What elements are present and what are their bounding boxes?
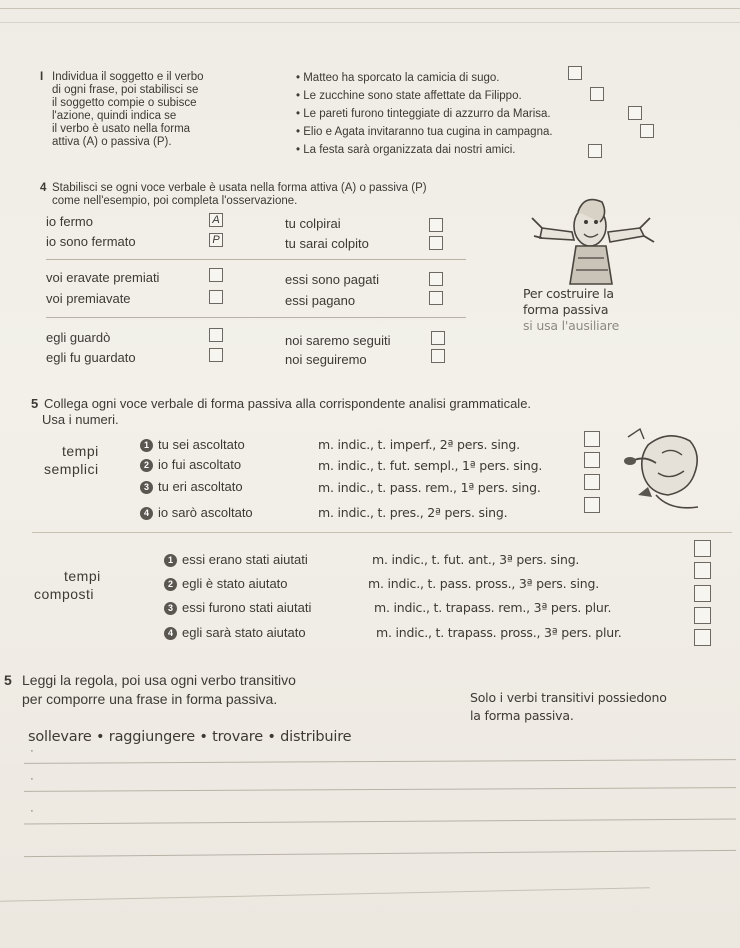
number-badge-3: 3 bbox=[140, 481, 153, 494]
ex2-right-box-6[interactable] bbox=[431, 349, 445, 363]
ex3-compound-verb-4 bbox=[164, 625, 306, 640]
ex1-instruction-4: l'azione, quindi indica se bbox=[52, 110, 177, 122]
ex2-note-line-2: forma passiva bbox=[523, 302, 609, 317]
ex1-instruction-2: di ogni frase, poi stabilisci se bbox=[52, 84, 199, 96]
ex1-checkbox-5[interactable] bbox=[588, 144, 602, 158]
ex2-left-box-1[interactable]: A bbox=[209, 213, 223, 227]
number-badge-2: 2 bbox=[164, 578, 177, 591]
ex2-left-1: io fermo bbox=[46, 214, 93, 229]
ex1-instruction-5: il verbo è usato nella forma bbox=[52, 123, 191, 135]
ex1-checkbox-3[interactable] bbox=[628, 106, 642, 120]
ex3-simple-label-1: tempi bbox=[62, 443, 99, 459]
ex2-right-box-1[interactable] bbox=[429, 218, 443, 232]
number-badge-1: 1 bbox=[140, 439, 153, 452]
ex4-instruction-1: Leggi la regola, poi usa ogni verbo transitivo bbox=[22, 672, 296, 688]
ex3-simple-verb-2-text: io fui ascoltato bbox=[158, 457, 242, 472]
ex3-simple-verb-2 bbox=[140, 457, 241, 472]
ex3-compound-verb-3-text: essi furono stati aiutati bbox=[182, 600, 312, 615]
ex3-compound-box-4[interactable] bbox=[694, 607, 711, 624]
ex3-simple-box-4[interactable] bbox=[584, 497, 600, 513]
number-badge-4: 4 bbox=[164, 627, 177, 640]
ex2-right-box-3[interactable] bbox=[429, 272, 443, 286]
ex3-instruction-2: Usa i numeri. bbox=[42, 412, 119, 427]
ex2-left-4: voi premiavate bbox=[46, 291, 131, 306]
ex3-simple-verb-3 bbox=[140, 479, 243, 494]
ex3-compound-analysis-2: m. indic., t. pass. pross., 3ª pers. sing. bbox=[368, 576, 599, 591]
number-badge-2: 2 bbox=[140, 459, 153, 472]
ex2-divider-1 bbox=[46, 259, 466, 260]
ex3-simple-label-2: semplici bbox=[44, 461, 99, 477]
ex2-right-2: tu sarai colpito bbox=[285, 236, 369, 251]
ex4-rule-1-text: Solo i verbi transitivi possiedono bbox=[470, 690, 667, 705]
page-bottom-line bbox=[0, 887, 650, 902]
ex3-simple-box-3[interactable] bbox=[584, 474, 600, 490]
number-badge-3: 3 bbox=[164, 602, 177, 615]
ex3-simple-box-2[interactable] bbox=[584, 452, 600, 468]
ex3-compound-analysis-3: m. indic., t. trapass. rem., 3ª pers. plur. bbox=[374, 600, 612, 615]
ex2-right-box-2[interactable] bbox=[429, 236, 443, 250]
ex2-right-4: essi pagano bbox=[285, 293, 356, 308]
ex2-left-2: io sono fermato bbox=[46, 234, 136, 249]
ex4-rule-2: la forma passiva. bbox=[470, 708, 574, 723]
ex2-divider-2 bbox=[46, 317, 466, 318]
ex1-sentence-2: • Le zucchine sono state affettate da Filippo. bbox=[296, 90, 522, 102]
ex3-simple-verb-1 bbox=[140, 437, 245, 452]
ex1-instruction-3: il soggetto compie o subisce bbox=[52, 97, 197, 109]
ex3-number: 5 bbox=[31, 396, 39, 411]
ex4-rule-1 bbox=[470, 690, 667, 705]
ex2-number: 4 bbox=[40, 182, 47, 194]
ex3-simple-verb-3-text: tu eri ascoltato bbox=[158, 479, 243, 494]
ex3-simple-verb-1-text: tu sei ascoltato bbox=[158, 437, 245, 452]
answer-line-2[interactable] bbox=[24, 787, 736, 792]
ex3-compound-verb-4-text: egli sarà stato aiutato bbox=[182, 625, 306, 640]
number-badge-1: 1 bbox=[164, 554, 177, 567]
ex2-instruction-1: Stabilisci se ogni voce verbale è usata nella forma attiva (A) o passiva (P) bbox=[52, 182, 427, 194]
ex1-checkbox-1[interactable] bbox=[568, 66, 582, 80]
ex1-sentence-5: • La festa sarà organizzata dai nostri amici. bbox=[296, 144, 516, 156]
ex2-left-box-3[interactable] bbox=[209, 268, 223, 282]
ex3-simple-analysis-4: m. indic., t. pres., 2ª pers. sing. bbox=[318, 505, 508, 520]
ex3-simple-verb-4-text: io sarò ascoltato bbox=[158, 505, 253, 520]
ex3-compound-box-3[interactable] bbox=[694, 585, 711, 602]
ex3-compound-label-1: tempi bbox=[64, 568, 101, 584]
top-edge-line bbox=[0, 8, 740, 9]
cartoon-character-illustration bbox=[512, 188, 662, 288]
listening-character-illustration bbox=[618, 425, 718, 517]
bullet-dot-2: · bbox=[30, 773, 34, 785]
ex3-compound-verb-3 bbox=[164, 600, 311, 615]
answer-line-4[interactable] bbox=[24, 850, 736, 857]
ex3-simple-verb-4 bbox=[140, 505, 253, 520]
ex2-left-box-6[interactable] bbox=[209, 348, 223, 362]
ex3-compound-box-5[interactable] bbox=[694, 629, 711, 646]
ex2-left-box-4[interactable] bbox=[209, 290, 223, 304]
ex1-instruction-6: attiva (A) o passiva (P). bbox=[52, 136, 172, 148]
ex4-number: 5 bbox=[4, 672, 12, 688]
bullet-dot-3: · bbox=[30, 805, 34, 817]
ex1-number: I bbox=[40, 71, 44, 83]
ex3-compound-verb-1-text: essi erano stati aiutati bbox=[182, 552, 308, 567]
bullet-dot-1: · bbox=[30, 745, 34, 757]
ex3-simple-analysis-1: m. indic., t. imperf., 2ª pers. sing. bbox=[318, 437, 520, 452]
ex2-left-box-2[interactable]: P bbox=[209, 233, 223, 247]
ex3-simple-analysis-2: m. indic., t. fut. sempl., 1ª pers. sing. bbox=[318, 458, 543, 473]
ex2-left-3: voi eravate premiati bbox=[46, 270, 160, 285]
ex2-right-5: noi saremo seguiti bbox=[285, 333, 391, 348]
ex2-note-line-1: Per costruire la bbox=[523, 286, 614, 301]
ex2-right-box-4[interactable] bbox=[429, 291, 443, 305]
answer-line-3[interactable] bbox=[24, 819, 736, 825]
ex2-left-box-5[interactable] bbox=[209, 328, 223, 342]
ex3-divider bbox=[32, 532, 732, 533]
ex3-compound-verb-2 bbox=[164, 576, 288, 591]
ex4-verb-list: sollevare • raggiungere • trovare • distribuire bbox=[28, 729, 352, 745]
ex2-instruction-2: come nell'esempio, poi completa l'osservazione. bbox=[52, 195, 298, 207]
ex3-simple-box-1[interactable] bbox=[584, 431, 600, 447]
ex1-sentence-4: • Elio e Agata invitaranno tua cugina in campagna. bbox=[296, 126, 553, 138]
ex1-instruction-1: Individua il soggetto e il verbo bbox=[52, 71, 204, 83]
ex3-compound-verb-2-text: egli è stato aiutato bbox=[182, 576, 288, 591]
ex3-compound-verb-1 bbox=[164, 552, 308, 567]
ex2-left-5: egli guardò bbox=[46, 330, 111, 345]
ex2-note-line-3: si usa l'ausiliare bbox=[523, 318, 620, 333]
ex2-right-box-5[interactable] bbox=[431, 331, 445, 345]
answer-line-1[interactable] bbox=[24, 759, 736, 764]
ex4-instruction-2: per comporre una frase in forma passiva. bbox=[22, 691, 278, 707]
ex2-left-6: egli fu guardato bbox=[46, 350, 136, 365]
ex1-checkbox-2[interactable] bbox=[590, 87, 604, 101]
ex3-compound-box-1[interactable] bbox=[694, 540, 711, 557]
ex2-right-1: tu colpirai bbox=[285, 216, 341, 231]
ex3-compound-label-2: composti bbox=[34, 586, 95, 602]
ex1-checkbox-4[interactable] bbox=[640, 124, 654, 138]
top-edge-line-2 bbox=[0, 22, 740, 23]
ex2-right-3: essi sono pagati bbox=[285, 272, 379, 287]
ex3-instruction-1: Collega ogni voce verbale di forma passiva alla corrispondente analisi grammaticale. bbox=[44, 396, 532, 411]
ex3-compound-analysis-1: m. indic., t. fut. ant., 3ª pers. sing. bbox=[372, 552, 580, 567]
ex3-compound-analysis-4: m. indic., t. trapass. pross., 3ª pers. plur. bbox=[376, 625, 622, 640]
ex1-sentence-3: • Le pareti furono tinteggiate di azzurro da Marisa. bbox=[296, 108, 551, 120]
ex3-simple-analysis-3: m. indic., t. pass. rem., 1ª pers. sing. bbox=[318, 480, 541, 495]
number-badge-4: 4 bbox=[140, 507, 153, 520]
ex2-right-6: noi seguiremo bbox=[285, 352, 367, 367]
ex1-sentence-1: • Matteo ha sporcato la camicia di sugo. bbox=[296, 72, 500, 84]
ex3-compound-box-2[interactable] bbox=[694, 562, 711, 579]
